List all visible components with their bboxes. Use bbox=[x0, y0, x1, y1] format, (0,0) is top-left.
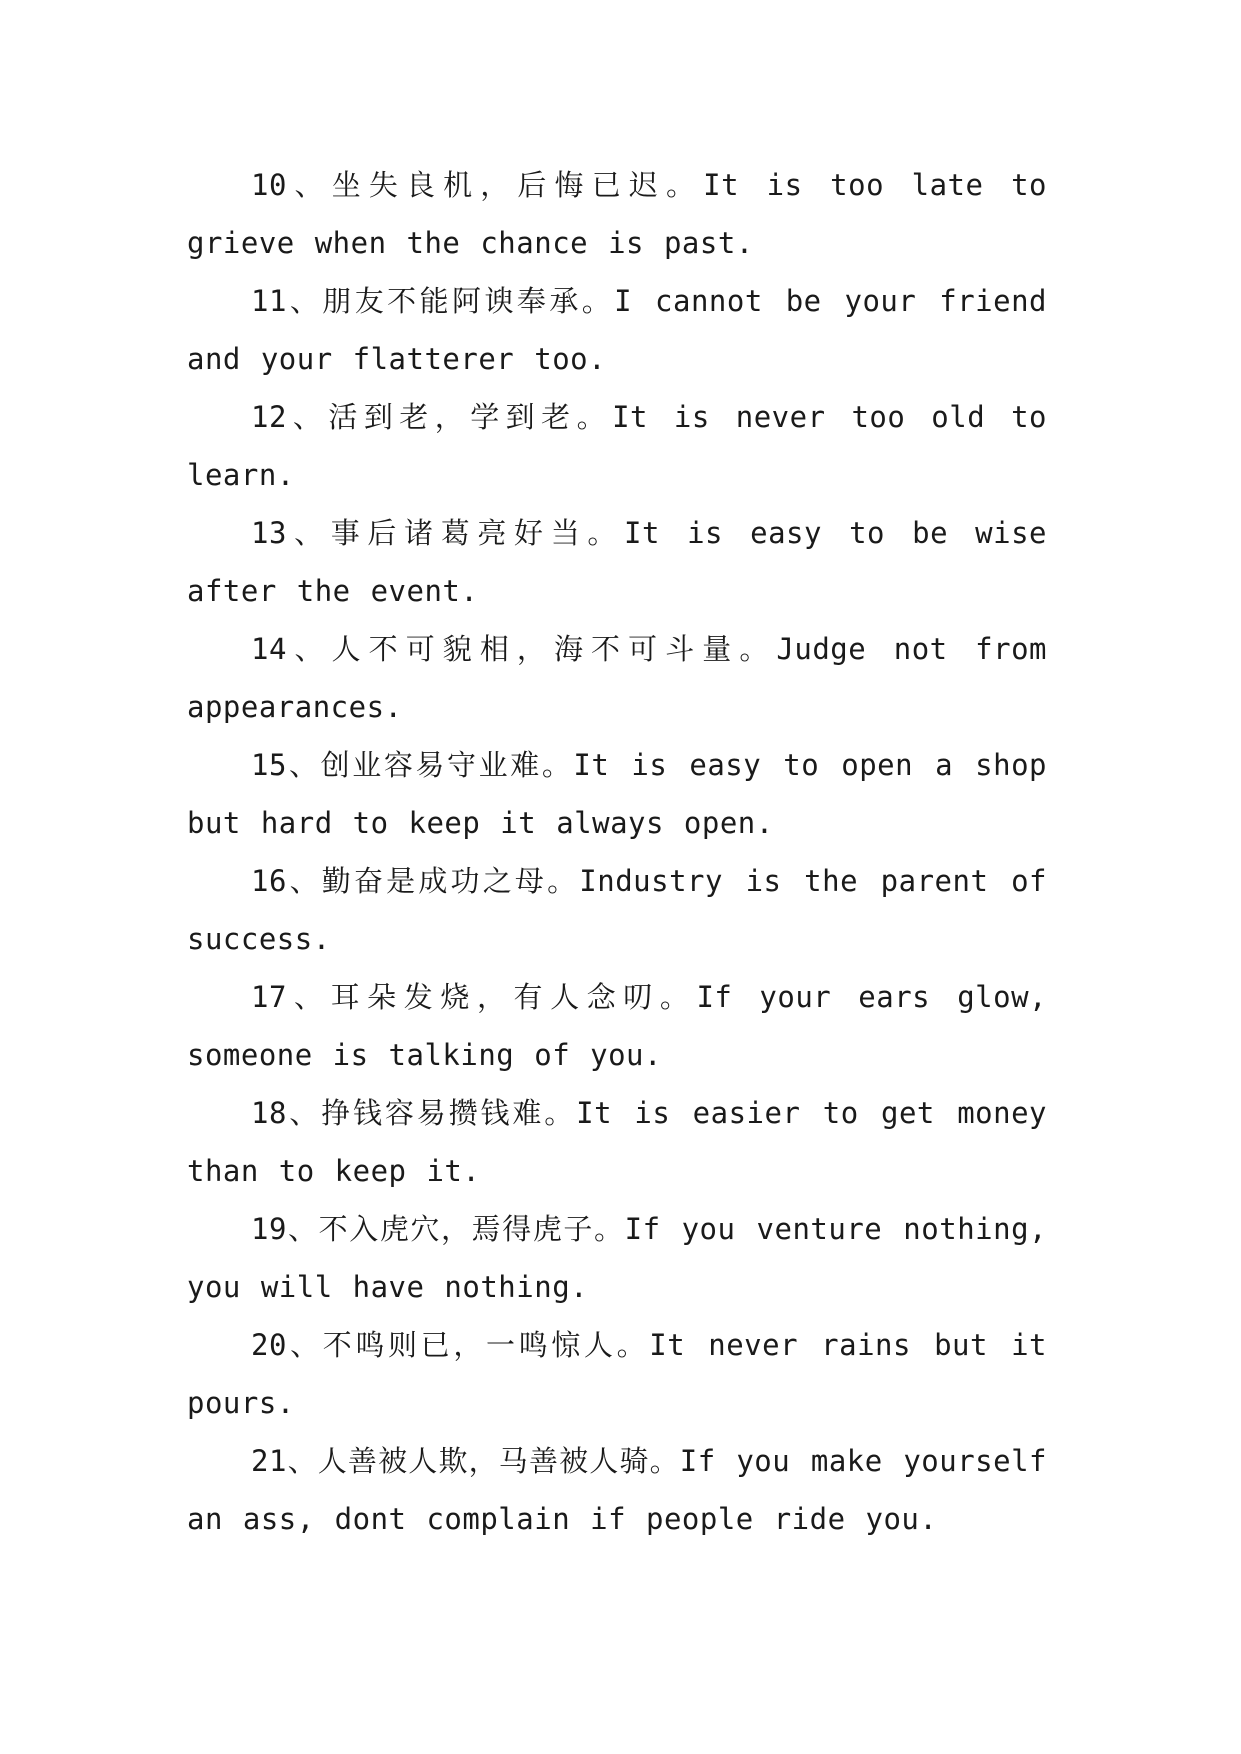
proverb-paragraph-12: 12、活到老，学到老。It is never too old to learn. bbox=[187, 400, 1047, 492]
proverb-paragraph-11: 11、朋友不能阿谀奉承。I cannot be your friend and your flatterer too. bbox=[187, 284, 1047, 376]
proverb-paragraph-21: 21、人善被人欺，马善被人骑。If you make yourself an ass, dont complain if people ride you. bbox=[187, 1444, 1047, 1536]
proverb-paragraph-10: 10、坐失良机，后悔已迟。It is too late to grieve when the chance is past. bbox=[187, 168, 1047, 260]
document-body bbox=[187, 156, 1047, 1548]
proverb-paragraph-19: 19、不入虎穴，焉得虎子。If you venture nothing, you will have nothing. bbox=[187, 1212, 1047, 1304]
proverb-paragraph-16: 16、勤奋是成功之母。Industry is the parent of success. bbox=[187, 864, 1047, 956]
proverb-paragraph-15: 15、创业容易守业难。It is easy to open a shop but hard to keep it always open. bbox=[187, 748, 1047, 840]
proverb-paragraph-13: 13、事后诸葛亮好当。It is easy to be wise after the event. bbox=[187, 516, 1047, 608]
proverb-paragraph-17: 17、耳朵发烧，有人念叨。If your ears glow, someone is talking of you. bbox=[187, 980, 1047, 1072]
proverb-paragraph-18: 18、挣钱容易攒钱难。It is easier to get money than to keep it. bbox=[187, 1096, 1047, 1188]
proverb-paragraph-20: 20、不鸣则已，一鸣惊人。It never rains but it pours. bbox=[187, 1328, 1047, 1420]
proverb-paragraph-14: 14、人不可貌相，海不可斗量。Judge not from appearances. bbox=[187, 632, 1047, 724]
